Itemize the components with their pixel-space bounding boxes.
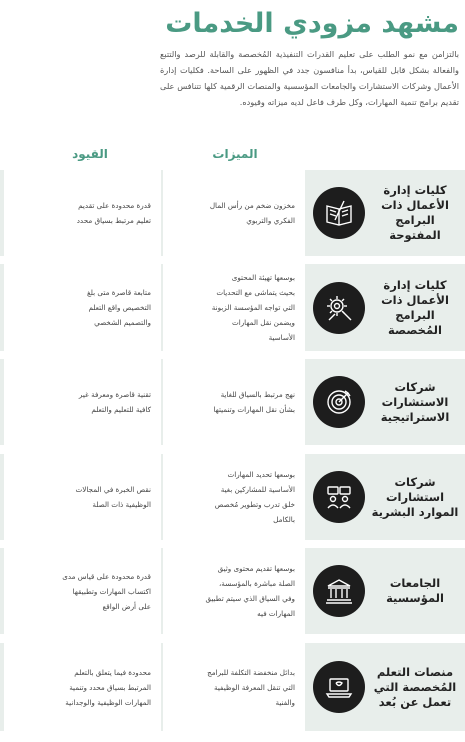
features-cell [163, 548, 305, 634]
features-cell [163, 170, 305, 256]
row-title: شركات الاستشارات الاستراتيجية [380, 379, 450, 424]
features-text: نهج مرتبط بالسياق للغاية بشأن نقل المهارات وتنميتها [213, 390, 295, 414]
limits-text: قدرة محدودة على تقديم تعليم مرتبط بسياق محدد [76, 201, 151, 225]
table-row [0, 643, 465, 731]
limits-column-header: القيود [72, 147, 108, 161]
features-cell [163, 359, 305, 445]
limits-text: متابعة قاصرة متى بلغ التخصيص واقع التعلم والتصميم الشخصي [86, 288, 151, 327]
features-text: بوسعها تهيئة المحتوى بحيث يتماشى مع التحديات التي تواجه المؤسسة الزبونة ويضمن نقل المهارات الأساسية [211, 273, 295, 342]
table-row [0, 359, 465, 445]
table-row [0, 454, 465, 540]
features-column-header: الميزات [212, 147, 258, 161]
limits-cell [4, 359, 161, 445]
row-title: منصات التعلم المُخصصة التي تعمل عن بُعد [373, 664, 457, 709]
features-text: بوسعها تحديد المهارات الأساسية للمشاركين بغية خلق تدرب وتطوير مُخصص بالكامل [214, 470, 295, 524]
institution-icon [313, 565, 365, 617]
features-text: بدائل منخفضة التكلفة للبرامج التي تنقل المعرفة الوظيفية والفنية [207, 667, 295, 707]
laptop-icon [313, 661, 365, 713]
limits-text: محدودة فيما يتعلق بالتعلم المرتبط بسياق محدد وتنمية المهارات الوظيفية والوجدانية [65, 667, 151, 707]
row-title: كليات إدارة الأعمال ذات البرامج المفتوحة [381, 183, 449, 242]
page-title: مشهد مزودي الخدمات [165, 8, 459, 39]
people-chat-icon [313, 471, 365, 523]
features-text: مخزون ضخم من رأس المال الفكري والتربوي [209, 201, 295, 225]
features-cell [163, 264, 305, 351]
limits-text: تقنية قاصرة ومعرفة غير كافية للتعليم والتعلم [78, 390, 151, 414]
table-row [0, 548, 465, 634]
features-cell [163, 643, 305, 731]
row-title: الجامعات المؤسسية [386, 576, 444, 605]
limits-cell [4, 454, 161, 540]
limits-cell [4, 548, 161, 634]
limits-text: نقص الخبرة في المجالات الوظيفية ذات الصلة [75, 485, 151, 509]
table-row [0, 170, 465, 256]
table-row [0, 264, 465, 351]
limits-text: قدرة محدودة على قياس مدى اكتساب المهارات وتطبيقها على أرض الواقع [62, 571, 151, 611]
gear-tools-icon [313, 282, 365, 334]
book-icon [313, 187, 365, 239]
limits-cell [4, 264, 161, 351]
target-icon [313, 376, 365, 428]
limits-cell [4, 643, 161, 731]
features-text: بوسعها تقديم محتوى وثيق الصلة مباشرة بالمؤسسة، وفي السياق الذي سيتم تطبيق المهارات فيه [205, 564, 295, 618]
row-title: شركات استشارات الموارد البشرية [371, 474, 459, 519]
limits-cell [4, 170, 161, 256]
intro-paragraph: بالتزامن مع نمو الطلب على تعليم القدرات التنفيذية المُخصصة والقابلة للرصد والتتبع والفعالة بشكل قابل للقياس، بدأ منافسون جدد في الظهور على الساحة. فكليات إدارة الأعمال وشركات الاستشارات والجامعات المؤسسية والمنصات الرقمية كلها تتنافس على تقديم برامج تنمية المهارات، وكل طرف فاعل لديه ميزاته وقيوده. [160, 49, 459, 107]
row-title: كليات إدارة الأعمال ذات البرامج المُخصصة [381, 277, 449, 337]
features-cell [163, 454, 305, 540]
